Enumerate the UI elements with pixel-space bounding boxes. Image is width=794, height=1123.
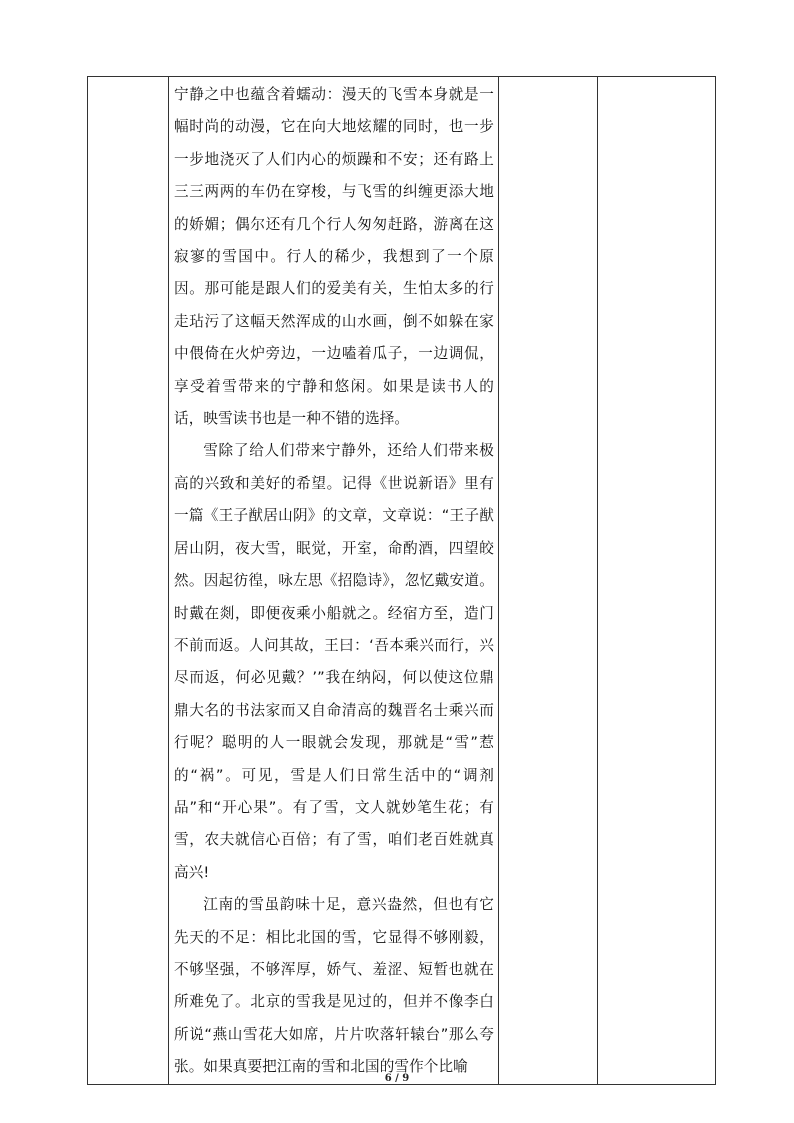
left-empty-cell	[88, 77, 169, 1085]
lesson-plan-table	[87, 76, 716, 1085]
middle-empty-cell	[499, 77, 598, 1085]
paragraph-1: 宁静之中也蕴含着蠕动：漫天的飞雪本身就是一幅时尚的动漫，它在向大地炫耀的同时，也一步一步地浇灭了人们内心的烦躁和不安；还有路上三三两两的车仍在穿梭，与飞雪的纠缠更添大地的娇媚；偶尔还有几个行人匆匆赶路，游离在这寂寥的雪国中。行人的稀少，我想到了一个原因。那可能是跟人们的爱美有关，生怕太多的行走玷污了这幅天然浑成的山水画，倒不如躲在家中偎倚在火炉旁边，一边嗑着瓜子，一边调侃，享受着雪带来的宁静和悠闲。如果是读书人的话，映雪读书也是一种不错的选择。	[174, 86, 494, 428]
content-text-cell	[169, 77, 499, 1085]
right-empty-cell	[598, 77, 716, 1085]
table-row	[88, 77, 716, 1085]
paragraph-2: 雪除了给人们带来宁静外，还给人们带来极高的兴致和美好的希望。记得《世说新语》里有一篇《王子猷居山阴》的文章，文章说：“王子猷居山阴，夜大雪，眠觉，开室，命酌酒，四望皎然。因起彷徨，咏左思《招隐诗》，忽忆戴安道。时戴在剡，即便夜乘小船就之。经宿方至，造门不前而返。人问其故，王曰：‘吾本乘兴而行，兴尽而返，何必见戴？’”我在纳闷，何以使这位鼎鼎大名的书法家而又自命清高的魏晋名士乘兴而行呢？聪明的人一眼就会发现，那就是“雪”惹的“祸”。可见，雪是人们日常生活中的“调剂品”和“开心果”。有了雪，文人就妙笔生花；有雪，农夫就信心百倍；有了雪，咱们老百姓就真高兴!	[174, 442, 494, 881]
paragraph-3: 江南的雪虽韵味十足，意兴盎然，但也有它先天的不足：相比北国的雪，它显得不够刚毅，不够坚强，不够浑厚，娇气、羞涩、短暂也就在所难免了。北京的雪我是见过的，但并不像李白所说“燕山雪花大如席，片片吹落轩辕台”那么夸张。如果真要把江南的雪和北国的雪作个比喻	[174, 896, 494, 1076]
page-number: 6 / 9	[384, 1073, 410, 1084]
